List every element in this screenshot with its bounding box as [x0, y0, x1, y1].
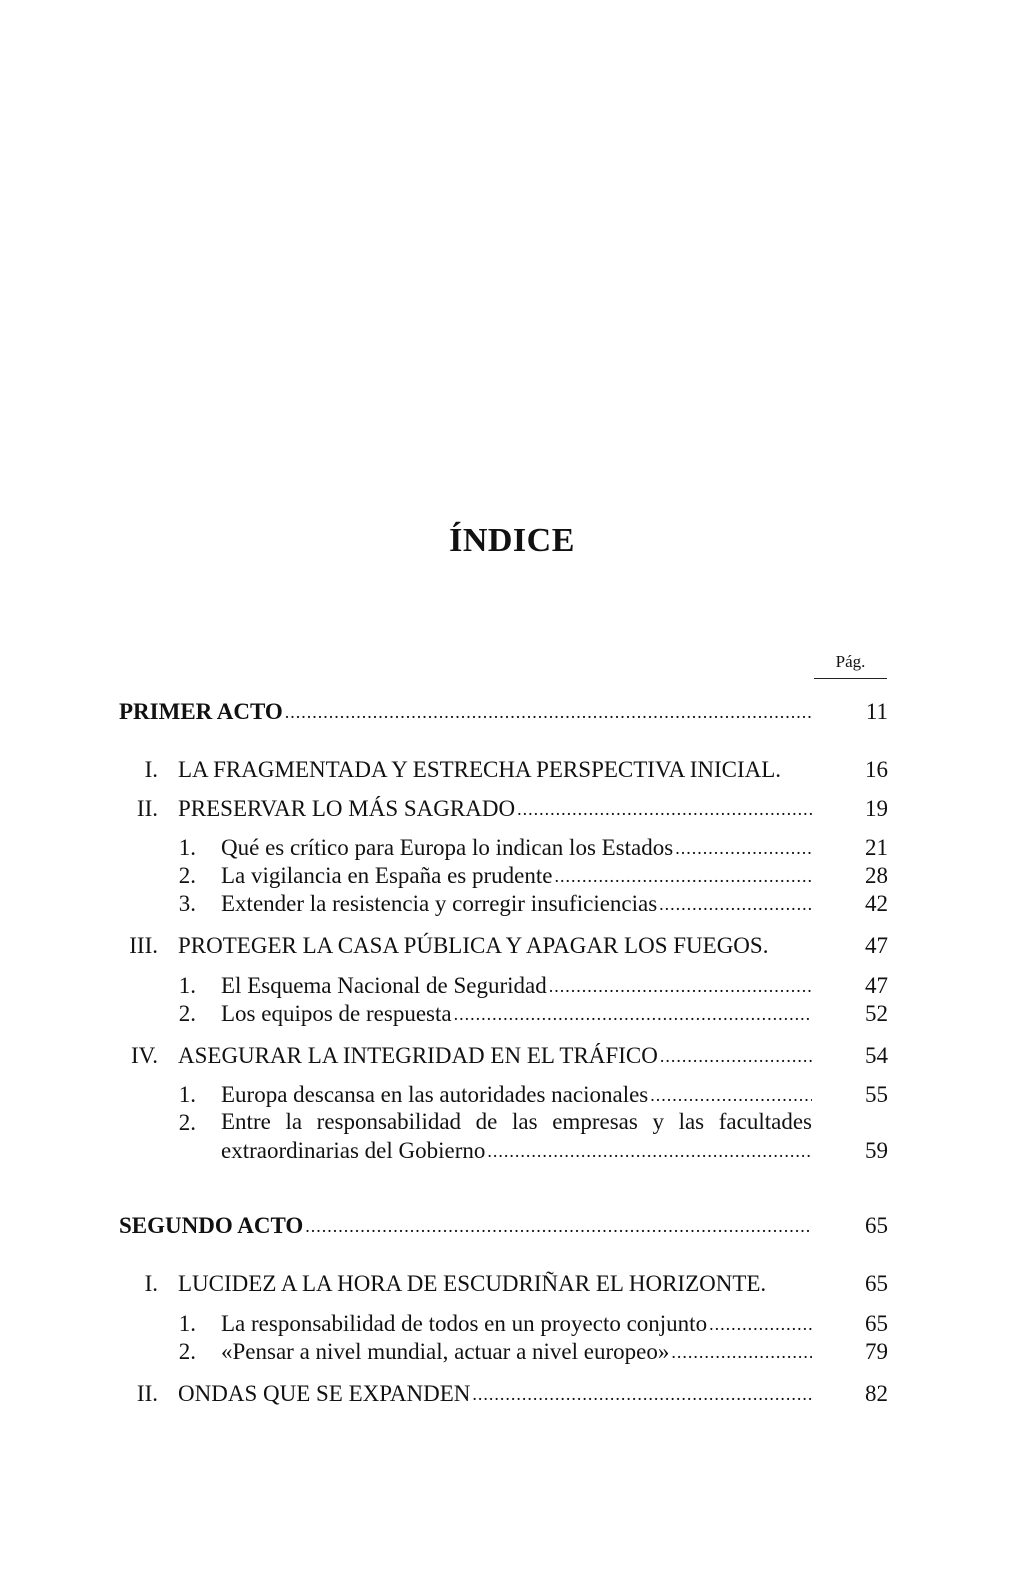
leader-dots	[707, 1309, 812, 1339]
toc-entry-page: 59	[865, 1138, 888, 1163]
toc-entry-page: 54	[865, 1043, 888, 1068]
toc-entry-page: 42	[865, 891, 888, 916]
leader-dots	[283, 697, 812, 727]
toc-entry-subsection	[0, 999, 1024, 1029]
toc-entry-number: II.	[136, 1381, 158, 1406]
toc-entry-page: 47	[865, 973, 888, 998]
toc-entry-page: 65	[865, 1311, 888, 1336]
toc-entry-text: Qué es crítico para Europa lo indican los Estados	[221, 835, 674, 860]
toc-entry-number: II.	[136, 796, 158, 821]
toc-entry-number: 1.	[178, 973, 196, 998]
toc-entry-section	[0, 794, 1024, 824]
toc-entry-number: I.	[144, 1271, 158, 1296]
toc-entry-page: 52	[865, 1001, 888, 1026]
toc-entry-subsection	[0, 1309, 1024, 1339]
toc-entry-text: LUCIDEZ A LA HORA DE ESCUDRIÑAR EL HORIZONTE.	[178, 1271, 767, 1296]
leader-dots	[648, 1080, 812, 1110]
toc-entry-number: 1.	[178, 1082, 196, 1107]
toc-entry-page: 55	[865, 1082, 888, 1107]
toc-entry-text: El Esquema Nacional de Seguridad	[221, 973, 547, 998]
leader-dots	[303, 1211, 812, 1241]
toc-entry-text: PRIMER ACTO	[119, 699, 283, 724]
leader-dots	[658, 1041, 812, 1071]
toc-entry-subsection-continuation	[0, 1136, 1024, 1166]
leader-dots	[515, 794, 812, 824]
toc-entry-page: 65	[865, 1271, 888, 1296]
toc-entry-page: 11	[865, 699, 888, 724]
toc-entry-text: SEGUNDO ACTO	[119, 1213, 304, 1238]
toc-entry-section	[0, 1379, 1024, 1409]
page-column-header: Pág.	[814, 652, 887, 679]
toc-entry-page: 28	[865, 863, 888, 888]
leader-dots	[547, 971, 812, 1001]
leader-dots	[669, 1337, 812, 1367]
toc-entry-text: LA FRAGMENTADA Y ESTRECHA PERSPECTIVA INICIAL.	[178, 757, 782, 782]
leader-dots	[452, 999, 812, 1029]
toc-entry-subsection	[0, 861, 1024, 891]
toc-entry-text: «Pensar a nivel mundial, actuar a nivel europeo»	[221, 1339, 670, 1364]
page-title: ÍNDICE	[449, 522, 575, 559]
leader-dots	[552, 861, 812, 891]
toc-entry-number: 2.	[178, 1110, 196, 1135]
toc-entry-subsection	[0, 1337, 1024, 1367]
toc-entry-text: PROTEGER LA CASA PÚBLICA Y APAGAR LOS FUEGOS.	[178, 933, 769, 958]
toc-entry-subsection	[0, 1080, 1024, 1110]
toc-entry-text: La vigilancia en España es prudente	[221, 863, 553, 888]
toc-entry-section	[0, 931, 1024, 961]
toc-entry-number: IV.	[130, 1043, 158, 1068]
toc-entry-page: 21	[865, 835, 888, 860]
toc-entry-number: III.	[129, 933, 158, 958]
toc-entry-page: 79	[865, 1339, 888, 1364]
toc-entry-number: 3.	[178, 891, 196, 916]
toc-entry-page: 19	[865, 796, 888, 821]
toc-entry-page: 82	[865, 1381, 888, 1406]
toc-entry-section	[0, 755, 1024, 785]
toc-entry-text: Extender la resistencia y corregir insuficiencias	[221, 891, 658, 916]
leader-dots	[673, 833, 812, 863]
toc-entry-subsection	[0, 833, 1024, 863]
toc-entry-text: extraordinarias del Gobierno	[221, 1138, 486, 1163]
leader-dots	[485, 1136, 812, 1166]
leader-dots	[657, 889, 812, 919]
toc-entry-text: ONDAS QUE SE EXPANDEN	[178, 1381, 471, 1406]
leader-dots	[470, 1379, 812, 1409]
toc-entry-section	[0, 1041, 1024, 1071]
toc-entry-subsection	[0, 889, 1024, 919]
toc-entry-page: 47	[865, 933, 888, 958]
toc-entry-page: 65	[865, 1213, 888, 1238]
toc-entry-text: Europa descansa en las autoridades nacionales	[221, 1082, 649, 1107]
toc-entry-text: La responsabilidad de todos en un proyecto conjunto	[221, 1311, 708, 1336]
toc-entry-number: 1.	[178, 835, 196, 860]
toc-entry-section	[0, 1269, 1024, 1299]
toc-entry-text: PRESERVAR LO MÁS SAGRADO	[178, 796, 516, 821]
toc-entry-act	[0, 697, 1024, 727]
toc-entry-number: 1.	[178, 1311, 196, 1336]
toc-entry-number: I.	[144, 757, 158, 782]
toc-entry-text: ASEGURAR LA INTEGRIDAD EN EL TRÁFICO	[178, 1043, 658, 1068]
toc-entry-subsection	[0, 971, 1024, 1001]
toc-entry-text: Entre la responsabilidad de las empresas y las facultades	[221, 1109, 812, 1134]
toc-entry-act	[0, 1211, 1024, 1241]
toc-entry-text: Los equipos de respuesta	[221, 1001, 452, 1026]
toc-entry-number: 2.	[178, 863, 196, 888]
toc-entry-subsection	[0, 1108, 1024, 1138]
toc-entry-number: 2.	[178, 1339, 196, 1364]
toc-entry-page: 16	[865, 757, 888, 782]
toc-entry-number: 2.	[178, 1001, 196, 1026]
